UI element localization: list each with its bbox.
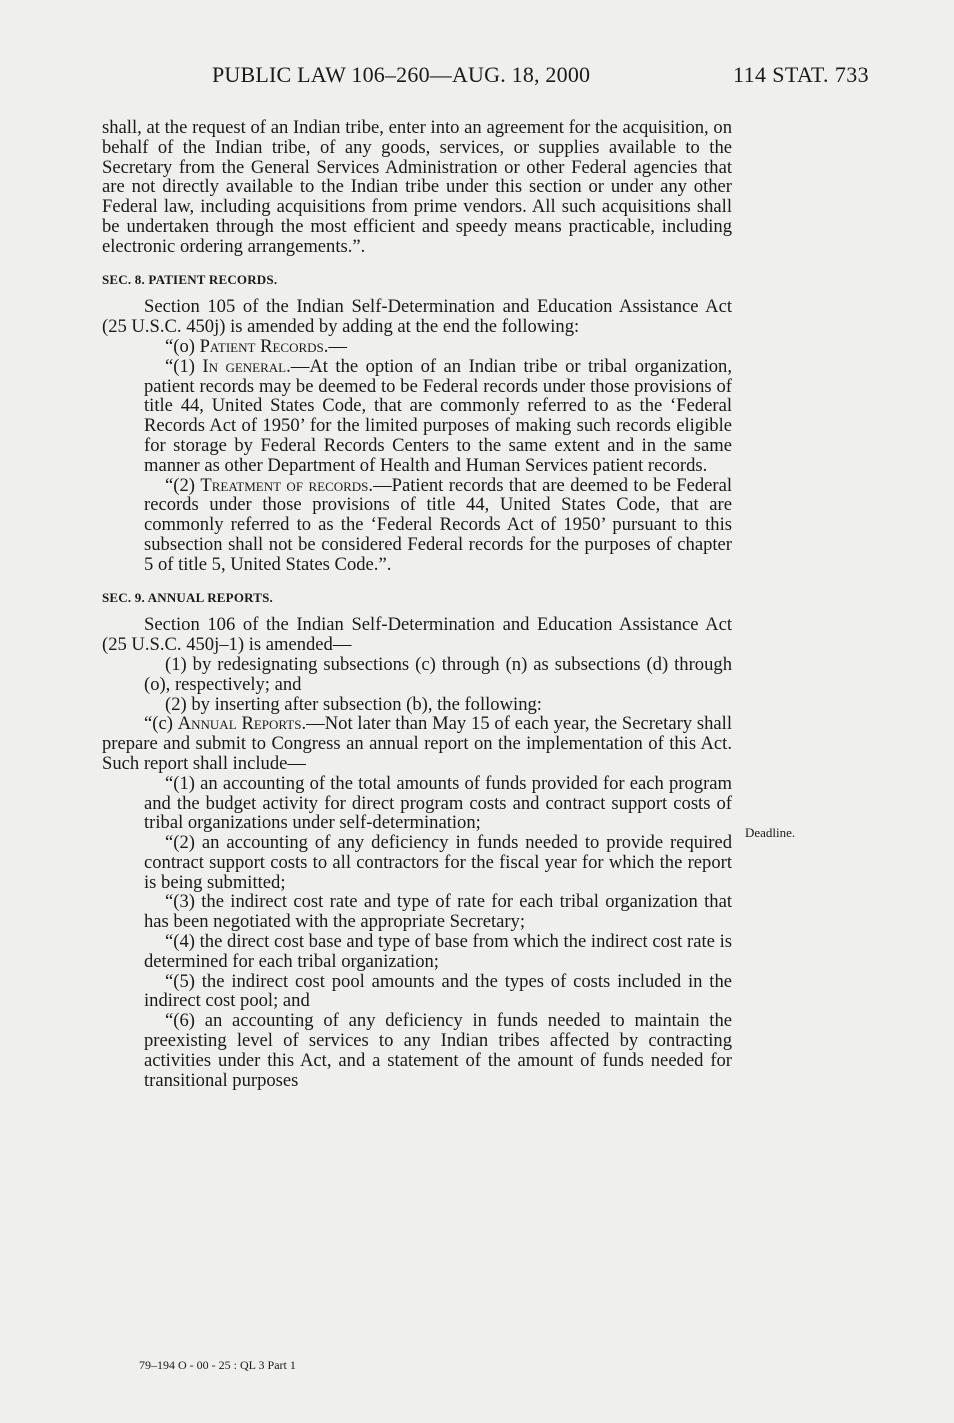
amendment-item-2: (2) by inserting after subsection (b), the following:	[165, 693, 542, 715]
subsection-o-title: Patient Records	[199, 335, 324, 357]
amendment-item-1: (1) by redesignating subsections (c) through (n) as subsections (d) through (o), respectively; and	[144, 653, 732, 695]
continuation-paragraph: shall, at the request of an Indian tribe, enter into an agreement for the acquisition, on behalf of the Indian tribe, of any goods, services, or supplies available to the Secretary from the General Services Administration or other Federal agencies that are not directly available to the Indian tribe under this section or under any other Federal law, including acquisitions from prime vendors. All such acquisitions shall be undertaken through the most efficient and speedy means practicable, including electronic ordering arrangements.”.	[102, 117, 732, 257]
subsection-o-prefix: “(o)	[165, 335, 200, 357]
paragraph-2-treatment	[102, 476, 732, 575]
body-text	[102, 118, 732, 1090]
page-header	[0, 62, 954, 98]
law-title: PUBLIC LAW 106–260—AUG. 18, 2000	[212, 62, 591, 87]
report-item: “(2) an accounting of any deficiency in funds needed to provide required contract support costs to all contractors for the fiscal year for which the report is being submitted;	[144, 832, 732, 893]
section-8-heading: SEC. 8. PATIENT RECORDS.	[102, 271, 278, 287]
section-8-intro: Section 105 of the Indian Self-Determination and Education Assistance Act (25 U.S.C. 450j) is amended by adding at the end the following:	[102, 296, 732, 338]
subsection-c-text: .—Not later than May 15 of each year, the Secretary shall prepare and submit to Congress an annual report on the implementation of this Act. Such report shall include—	[102, 713, 732, 774]
section-9-intro: Section 106 of the Indian Self-Determination and Education Assistance Act (25 U.S.C. 450j–1) is amended—	[102, 614, 732, 656]
report-item: “(1) an accounting of the total amounts of funds provided for each program and the budget activity for direct program costs and contract support costs of tribal organizations under self-determination;	[144, 772, 732, 834]
stat-page-number: 114 STAT. 733	[733, 62, 870, 87]
paragraph-2-text: .—Patient records that are deemed to be Federal records under those provisions of title 44, United States Code, that are commonly referred to as the ‘Federal Records Act of 1950’ pursuant to this subsection shall not be considered Federal records for the purposes of chapter 5 of title 5, United States Code.”.	[144, 474, 732, 575]
paragraph-2-title: Treatment of records	[200, 474, 369, 496]
report-item: “(4) the direct cost base and type of base from which the indirect cost rate is determined for each tribal organization;	[144, 931, 732, 972]
paragraph-1-text: .—At the option of an Indian tribe or tribal organization, patient records may be deemed to be Federal records under those provisions of title 44, United States Code, that are commonly referred to as the ‘Federal Records Act of 1950’ for the limited purposes of making such records eligible for storage by Federal Records Centers to the same extent and in the same manner as other Department of Health and Human Services patient records.	[144, 355, 732, 476]
paragraph-1-prefix: “(1)	[165, 355, 203, 377]
report-item: “(5) the indirect cost pool amounts and the types of costs included in the indirect cost pool; and	[144, 970, 732, 1012]
subsection-c-title: Annual Reports	[177, 713, 302, 735]
paragraph-1-in-general	[102, 357, 732, 476]
report-item: “(3) the indirect cost rate and type of rate for each tribal organization that has been negotiated with the appropriate Secretary;	[144, 891, 732, 933]
paragraph-1-title: In general	[202, 355, 287, 377]
paragraph-2-prefix: “(2)	[165, 474, 201, 496]
subsection-c-annual-reports	[102, 714, 732, 773]
report-item: “(6) an accounting of any deficiency in funds needed to maintain the preexisting level of services to any Indian tribes affected by contracting activities under this Act, and a statement of the amount of funds needed for transitional purposes	[144, 1010, 732, 1091]
deadline-margin-note: Deadline.	[745, 825, 796, 840]
section-9-heading: SEC. 9. ANNUAL REPORTS.	[102, 589, 274, 605]
print-job-footer: 79–194 O - 00 - 25 : QL 3 Part 1	[139, 1358, 296, 1372]
subsection-c-prefix: “(c)	[144, 713, 178, 735]
subsection-o-heading	[102, 337, 732, 357]
subsection-o-suffix: .—	[323, 335, 348, 357]
